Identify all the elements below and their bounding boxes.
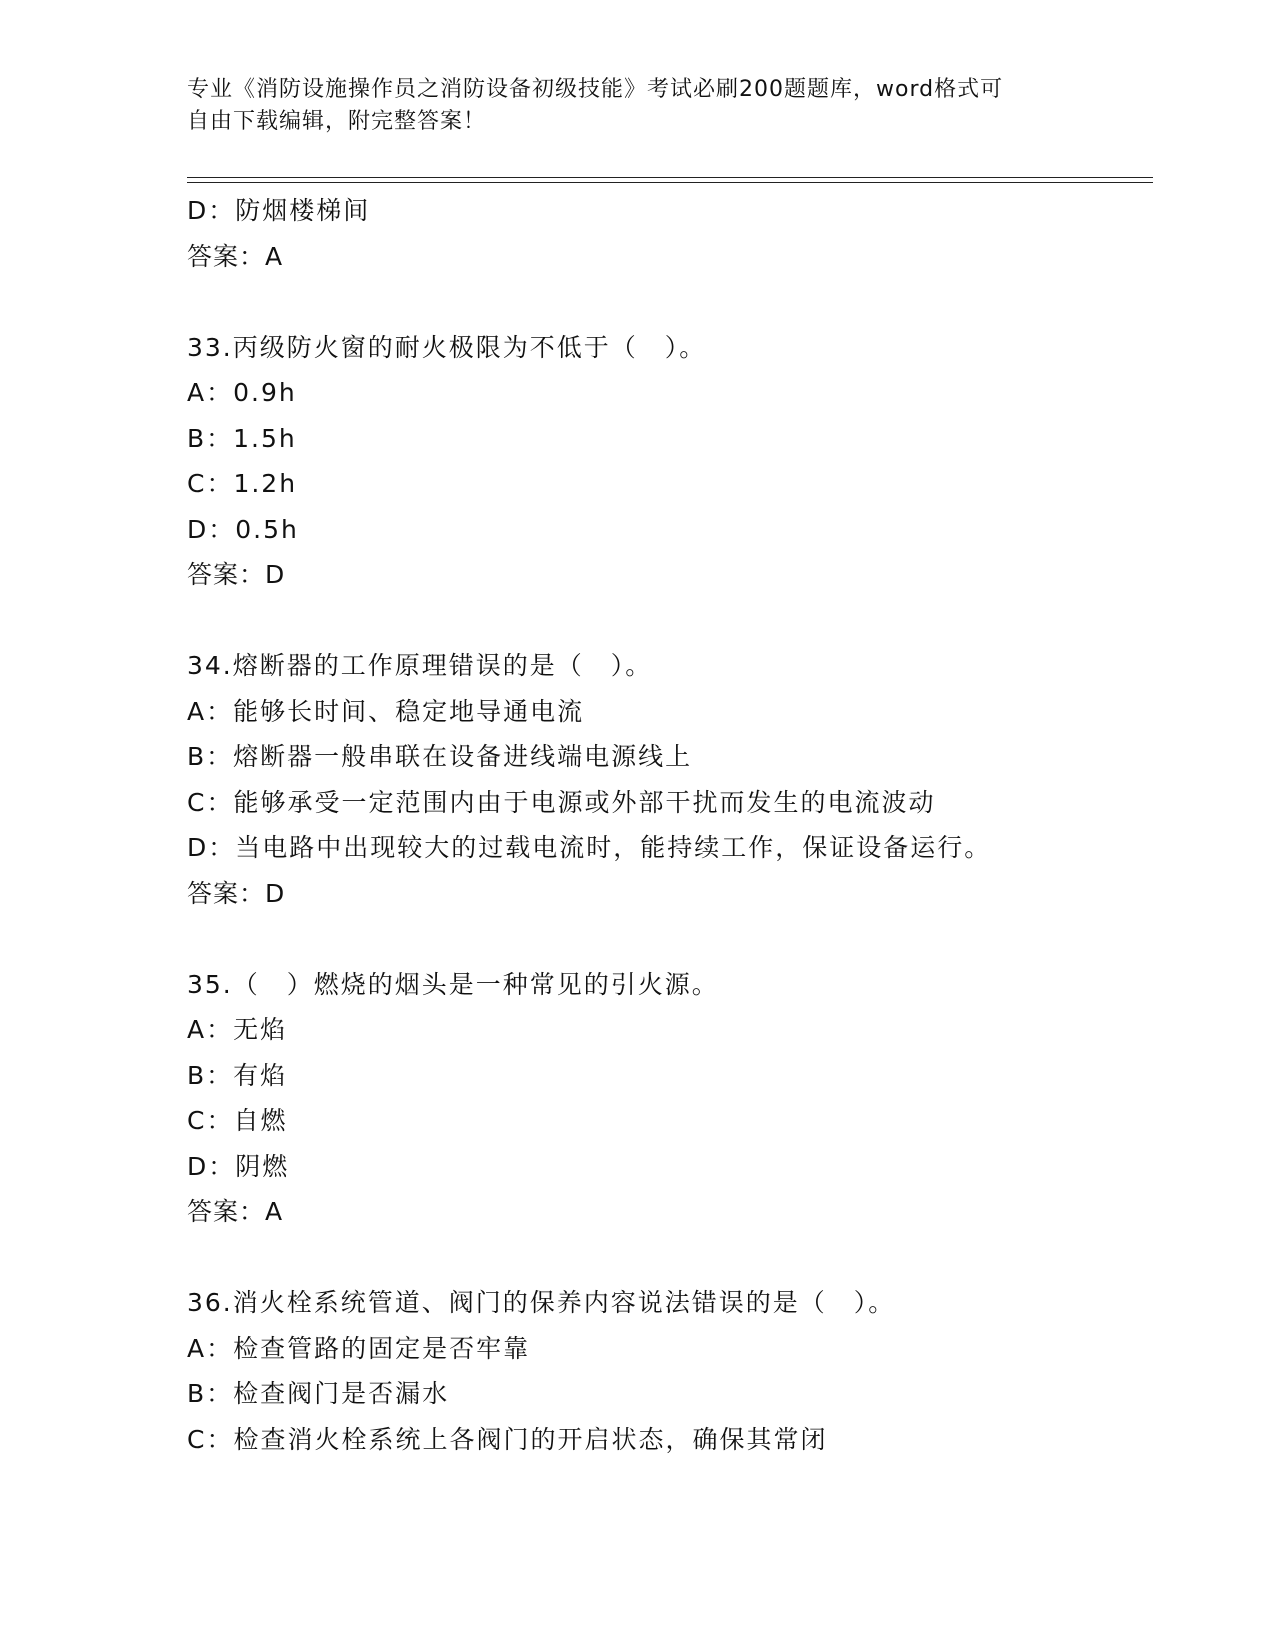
- spacer: [187, 1235, 1187, 1281]
- question-option: B：有焰: [187, 1060, 288, 1090]
- question-option: C：1.2h: [187, 469, 298, 498]
- question-answer: 答案：A: [187, 1197, 284, 1226]
- question-option: D：0.5h: [187, 514, 299, 544]
- question-answer: 答案：D: [187, 878, 286, 908]
- question-option: B：1.5h: [187, 423, 297, 453]
- question-stem: 35.（ ）燃烧的烟头是一种常见的引火源。: [187, 969, 719, 999]
- question-answer: 答案：D: [187, 560, 286, 589]
- prev-question-option-d: D：防烟楼梯间: [187, 196, 371, 225]
- question-stem: 36.消火栓系统管道、阀门的保养内容说法错误的是（ ）。: [187, 1288, 896, 1317]
- spacer: [187, 916, 1187, 962]
- question-option: A：无焰: [187, 1015, 288, 1044]
- question-option: A：0.9h: [187, 378, 297, 407]
- spacer: [187, 279, 1187, 325]
- question-stem: 33.丙级防火窗的耐火极限为不低于（ ）。: [187, 332, 707, 362]
- question-option: A：能够长时间、稳定地导通电流: [187, 696, 585, 726]
- header-title-line-2: 自由下载编辑，附完整答案！: [187, 109, 487, 134]
- question-option: C：能够承受一定范围内由于电源或外部干扰而发生的电流波动: [187, 787, 936, 817]
- question-option: C：自燃: [187, 1106, 288, 1135]
- question-option: D：当电路中出现较大的过载电流时，能持续工作，保证设备运行。: [187, 833, 992, 862]
- question-option: B：熔断器一般串联在设备进线端电源线上: [187, 742, 693, 771]
- document-header: [187, 74, 1067, 138]
- question-option: C：检查消火栓系统上各阀门的开启状态，确保其常闭: [187, 1424, 828, 1454]
- header-title-line-1: 专业《消防设施操作员之消防设备初级技能》考试必刷200题题库，word格式可: [187, 77, 1004, 102]
- header-divider-top: [187, 177, 1153, 178]
- question-option: D：阴燃: [187, 1151, 290, 1181]
- question-list: [187, 188, 1187, 1462]
- question-option: B：检查阀门是否漏水: [187, 1379, 450, 1408]
- prev-question-answer: 答案：A: [187, 241, 284, 271]
- question-stem: 34.熔断器的工作原理错误的是（ ）。: [187, 651, 653, 680]
- question-option: A：检查管路的固定是否牢靠: [187, 1333, 531, 1363]
- header-divider-bottom: [187, 182, 1153, 183]
- spacer: [187, 598, 1187, 644]
